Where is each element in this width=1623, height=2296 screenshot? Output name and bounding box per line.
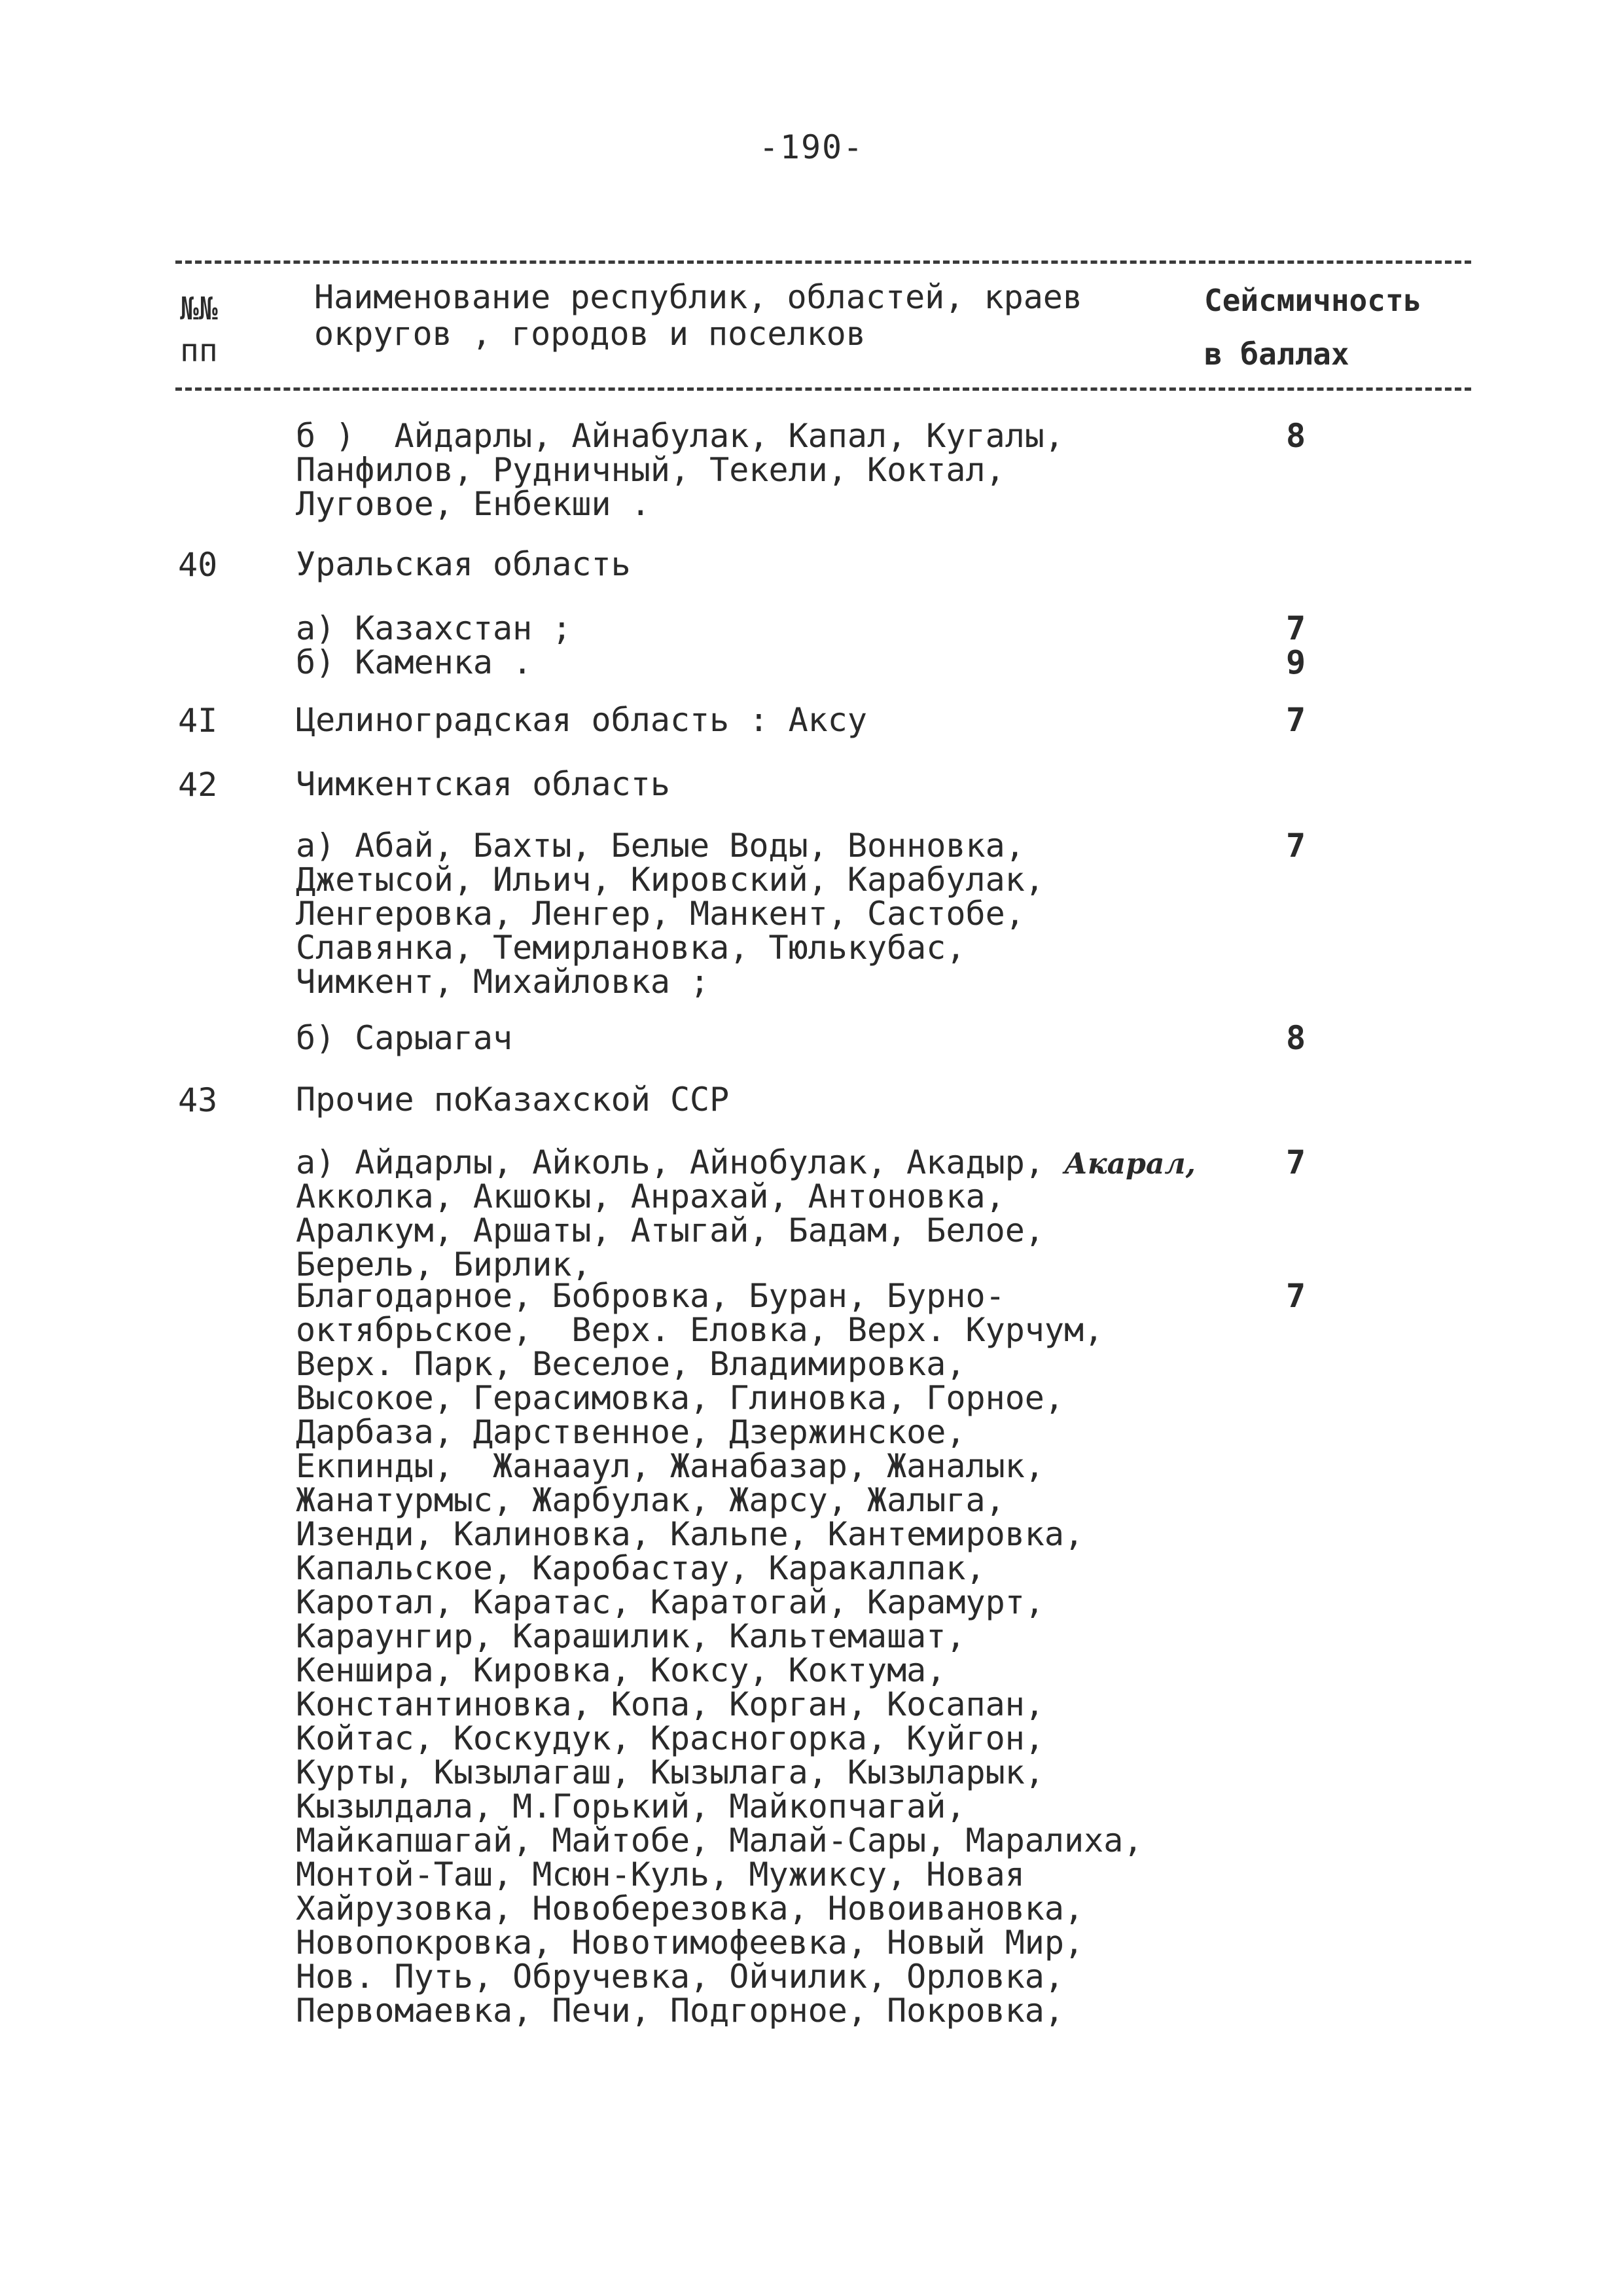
row-number: 40 [178, 546, 218, 584]
row-seismicity: 7 [1285, 1277, 1306, 1315]
row-text: Прочие поКазахской ССР [296, 1081, 730, 1119]
header-col-seismicity: Сейсмичность в баллах [1204, 283, 1422, 372]
row-text: б ) Айдарлы, Айнабулак, Капал, Кугалы, Панфилов, Рудничный, Текели, Коктал, Луговое, Енбекши . [296, 417, 1064, 523]
row-number: 4I [178, 702, 218, 740]
row-text: б) Сарыагач [296, 1019, 513, 1057]
row-text: Уральская область [296, 545, 631, 583]
header-col-name: Наименование республик, областей, краев округов , городов и поселков [314, 278, 1082, 353]
row-text: а) Казахстан ; б) Каменка . [296, 609, 572, 681]
handwritten-insertion: Акарал, [1064, 1147, 1196, 1181]
header-rule-top [175, 260, 1471, 264]
row-text: Чимкентская область [296, 765, 670, 803]
row-seismicity: 7 9 [1285, 609, 1306, 681]
header-rule-bottom [175, 387, 1471, 391]
row-seismicity: 7 [1285, 827, 1306, 865]
row-seismicity: 8 [1285, 417, 1306, 455]
row-number: 43 [178, 1081, 218, 1119]
row-seismicity: 7 [1285, 1143, 1306, 1181]
row-text-first-line [296, 1145, 1212, 1181]
row-number: 42 [178, 766, 218, 804]
row-text: Благодарное, Бобровка, Буран, Бурно- октябрьское, Верх. Еловка, Верх. Курчум, Верх. Парк, Веселое, Владимировка, Высокое, Герасимовка, Глиновка, Горное, Дарбаза, Дарственное, Дзержинское, Екпинды, Жанааул, Жанабазар, Жаналык, Жанатурмыс, Жарбулак, Жарсу, Жалыга, Изенди, Калиновка, Кальпе, Кантемировка, Капальское, Каробастау, Каракалпак, Каротал, Каратас, Каратогай, Карамурт, Караунгир, Карашилик, Кальтемашат, Кеншира, Кировка, Коксу, Коктума, Константиновка, Копа, Корган, Косапан, Койтас, Коскудук, Красногорка, Куйгон, Курты, Кызылагаш, Кызылага, Кызыларык, Кызылдала, М.Горький, Майкопчагай, Майкапшагай, Майтобе, Малай-Сары, Маралиха, Монтой-Таш, Мсюн-Куль, Мужиксу, Новая Хайрузовка, Новоберезовка, Новоивановка, Новопокровка, Новотимофеевка, Новый Мир, Нов. Путь, Обручевка, Ойчилик, Орловка, Первомаевка, Печи, Подгорное, Покровка, [296, 1277, 1143, 2030]
row-seismicity: 7 [1285, 701, 1306, 739]
row-text: Целиноградская область : Аксу [296, 701, 867, 739]
row-seismicity: 8 [1285, 1019, 1306, 1057]
row-text: а) Абай, Бахты, Белые Воды, Вонновка, Джетысой, Ильич, Кировский, Карабулак, Ленгеровка, Ленгер, Манкент, Састобе, Славянка, Темирлановка, Тюлькубас, Чимкент, Михайловка ; [296, 827, 1044, 1001]
page-number: -190- [758, 128, 865, 166]
row-text: Акколка, Акшокы, Анрахай, Антоновка, Аралкум, Аршаты, Атыгай, Бадам, Белое, Берель, Бирлик, [296, 1177, 1044, 1283]
header-col-number: №№ пп [180, 291, 218, 369]
row-text-line1: а) Айдарлы, Айколь, Айнобулак, Акадыр, [296, 1143, 1064, 1181]
